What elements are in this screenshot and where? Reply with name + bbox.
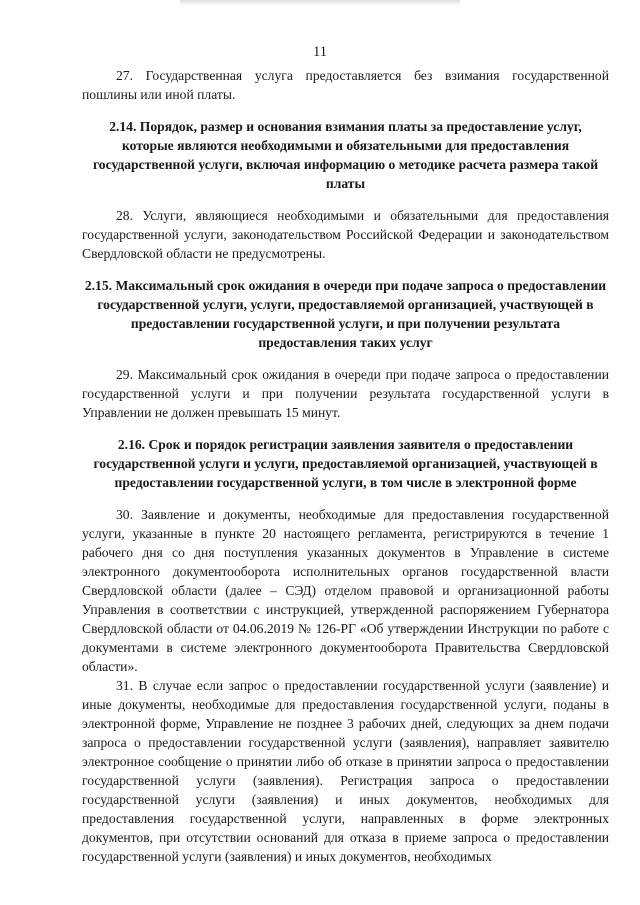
page-number: 11 [313, 44, 327, 60]
paragraph-30: 30. Заявление и документы, необходимые для предоставления государственной услуги, указанные в пункте 20 настоящего регламента, регистрируются в течение 1 рабочего дня со дня поступления указанных документов в Управление в системе электронного документооборота исполнительных органов государственной власти Свердловской области (далее – СЭД) отделом правовой и организационной работы Управления в соответствии с инструкцией, утвержденной распоряжением Губернатора Свердловской области от 04.06.2019 № 126-РГ «Об утверждении Инструкции по работе с документами в системе электронного документооборота Правительства Свердловской области». [82, 507, 609, 674]
paragraph-28: 28. Услуги, являющиеся необходимыми и обязательными для предоставления государственной услуги, законодательством Российской Федерации и законодательством Свердловской области не предусмотрены. [82, 208, 609, 261]
scan-edge-shadow [180, 0, 460, 6]
section-heading-2-15: 2.15. Максимальный срок ожидания в очереди при подаче запроса о предоставлении государственной услуги, услуги, предоставляемой организацией, участвующей в предоставлении государственной услуги, и при получении результата предоставления таких услуг [84, 278, 607, 350]
paragraph-27: 27. Государственная услуга предоставляется без взимания государственной пошлины или иной платы. [82, 68, 609, 102]
section-heading-2-16: 2.16. Срок и порядок регистрации заявления заявителя о предоставлении государственной услуги и услуги, предоставляемой организацией, участвующей в предоставлении государственной услуги, в том числе в электронной форме [93, 437, 598, 490]
paragraph-29: 29. Максимальный срок ожидания в очереди при подаче запроса о предоставлении государственной услуги и при получении результата государственной услуги в Управлении не должен превышать 15 минут. [82, 367, 609, 420]
document-body [82, 66, 609, 866]
section-heading-2-14: 2.14. Порядок, размер и основания взимания платы за предоставление услуг, которые являются необходимыми и обязательными для предоставления государственной услуги, включая информацию о методике расчета размера такой платы [92, 119, 599, 191]
paragraph-31: 31. В случае если запрос о предоставлении государственной услуги (заявление) и иные документы, необходимые для предоставления государственной услуги, поданы в электронной форме, Управление не позднее 3 рабочих дней, следующих за днем подачи запроса о предоставлении государственной услуги (заявления), направляет заявителю электронное сообщение о принятии либо об отказе в принятии запроса о предоставлении государственной услуги (заявления). Регистрация запроса о предоставлении государственной услуги (заявления) и иных документов, необходимых для предоставления государственной услуги, направленных в форме электронных документов, при отсутствии оснований для отказа в приеме запроса о предоставлении государственной услуги (заявления) и иных документов, необходимых [82, 678, 609, 864]
